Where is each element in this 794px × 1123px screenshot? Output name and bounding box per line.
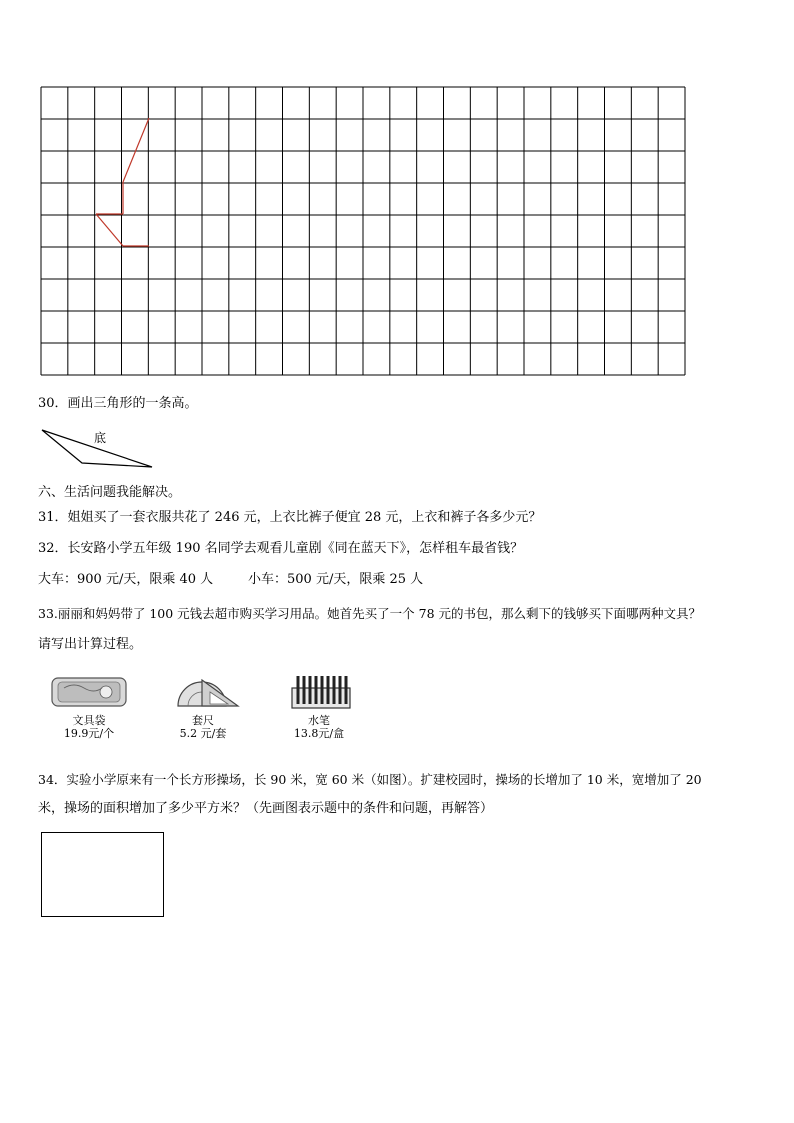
item-ruler-set: [148, 674, 258, 740]
question-34-line2: 米，操场的面积增加了多少平方米？（先画图表示题中的条件和问题，再解答）: [38, 801, 494, 816]
drawing-grid: [40, 86, 686, 376]
question-30: 30．画出三角形的一条高。: [38, 396, 198, 411]
question-34-line1: 34．实验小学原来有一个长方形操场，长 90 米，宽 60 米（如图）。扩建校园时，操场的长增加了 10 米，宽增加了 20: [38, 772, 702, 787]
pen-box-icon: [274, 674, 364, 710]
item-price: 13.8元/盒: [293, 727, 345, 740]
item-name: 文具袋: [72, 714, 106, 727]
item-price: 19.9元/个: [63, 727, 115, 740]
red-shape-outline: [96, 118, 149, 246]
small-bus-info: 小车：500 元/天，限乘 25 人: [248, 572, 424, 587]
item-pencil-case: [34, 674, 144, 740]
question-33-line2: 请写出计算过程。: [38, 637, 143, 652]
big-bus-info: 大车：900 元/天，限乘 40 人: [38, 572, 214, 587]
section-6-title: 六、生活问题我能解决。: [38, 485, 182, 500]
question-32: 32．长安路小学五年级 190 名同学去观看儿童剧《同在蓝天下》，怎样租车最省钱？: [38, 541, 524, 556]
item-pen-box: [264, 674, 374, 740]
playground-rectangle: [41, 832, 164, 917]
question-33-line1: 33.丽丽和妈妈带了 100 元钱去超市购买学习用品。她首先买了一个 78 元的书包，那么剩下的钱够买下面哪两种文具？: [38, 606, 702, 621]
question-31: 31．姐姐买了一套衣服共花了 246 元，上衣比裤子便宜 28 元，上衣和裤子各多少元？: [38, 510, 542, 525]
triangle-base-label: 底: [94, 431, 107, 445]
pencil-case-icon: [44, 674, 134, 710]
red-shape-segment: [96, 214, 123, 246]
item-name: 水笔: [308, 714, 330, 727]
red-shape-segment: [123, 118, 149, 182]
item-name: 套尺: [192, 714, 214, 727]
ruler-set-icon: [158, 674, 248, 710]
item-price: 5.2 元/套: [179, 727, 227, 740]
